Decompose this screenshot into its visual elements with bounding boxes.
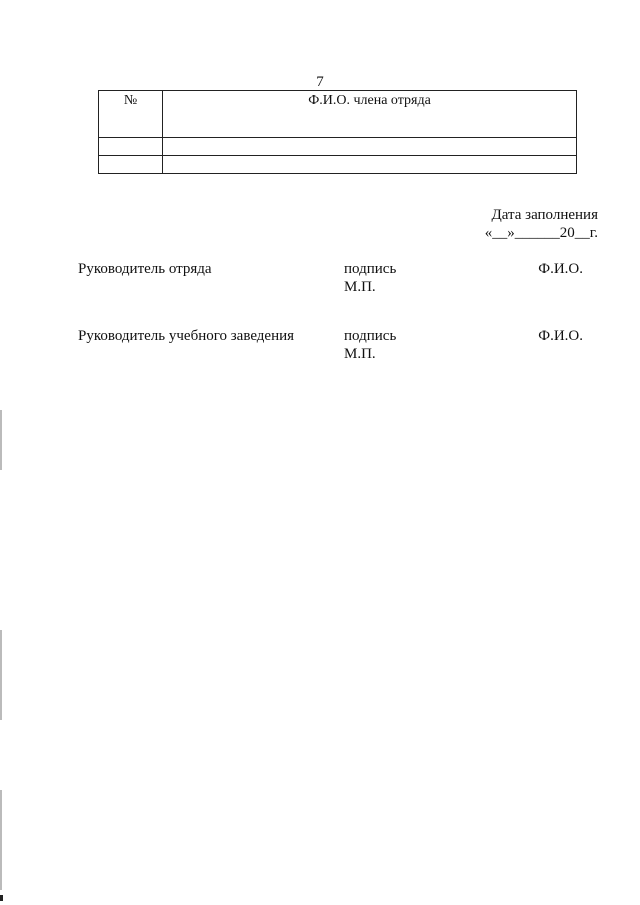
fill-date-block [485,206,598,242]
signature-sign-label[interactable]: подпись [344,261,397,277]
table-row [99,156,577,174]
table-row [99,138,577,156]
fill-date-label: Дата заполнения [491,207,598,223]
signature-sign-label[interactable]: подпись [344,328,397,344]
table-header-row [99,91,577,138]
table-cell-number[interactable] [99,156,163,174]
signature-name-label[interactable]: Ф.И.О. [538,328,583,344]
members-table [98,90,577,174]
signature-name-label[interactable]: Ф.И.О. [538,261,583,277]
scan-edge-mark [0,630,2,720]
signature-role: Руководитель учебного заведения [78,328,295,344]
scan-artifact [0,895,3,901]
scan-edge-mark [0,790,2,890]
table-cell-number[interactable] [99,138,163,156]
header-number: № [99,91,163,138]
signature-stamp-label: М.П. [344,346,376,362]
page-number: 7 [316,74,324,90]
scan-edge-mark [0,410,2,470]
fill-date-line[interactable]: «__»______20__г. [484,225,598,241]
table-cell-member-name[interactable] [163,138,577,156]
header-member-name: Ф.И.О. члена отряда [163,91,577,138]
signature-role: Руководитель отряда [78,261,212,277]
signature-stamp-label: М.П. [344,279,376,295]
table-cell-member-name[interactable] [163,156,577,174]
